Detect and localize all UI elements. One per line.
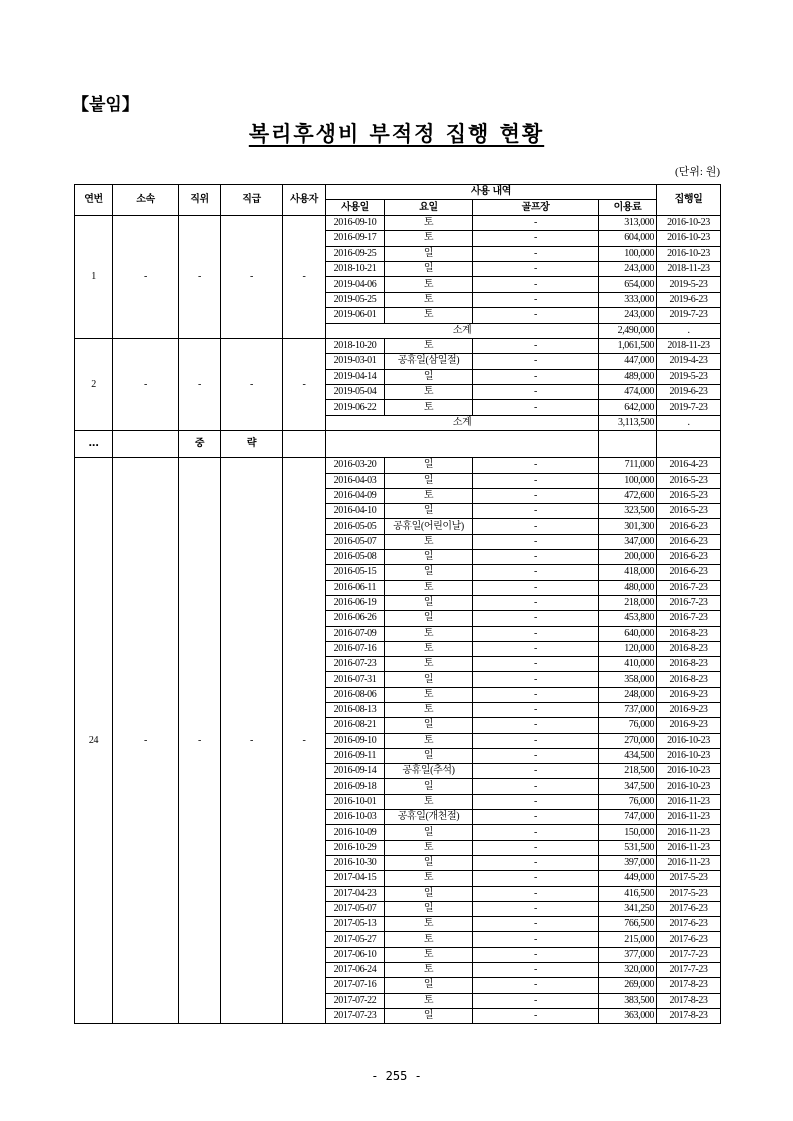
fee: 747,000 xyxy=(599,810,657,825)
exec-date: 2017-8-23 xyxy=(657,978,721,993)
group-user: - xyxy=(283,215,326,338)
group-grade: - xyxy=(221,215,283,338)
golf-course: - xyxy=(473,993,599,1008)
fee: 418,000 xyxy=(599,565,657,580)
fee: 269,000 xyxy=(599,978,657,993)
weekday: 일 xyxy=(385,978,473,993)
usage-date: 2017-07-16 xyxy=(326,978,385,993)
exec-date: 2016-10-23 xyxy=(657,246,721,261)
usage-date: 2016-09-25 xyxy=(326,246,385,261)
subtotal-amount: 2,490,000 xyxy=(599,323,657,338)
weekday: 토 xyxy=(385,641,473,656)
fee: 397,000 xyxy=(599,855,657,870)
exec-date: 2017-6-23 xyxy=(657,932,721,947)
fee: 766,500 xyxy=(599,917,657,932)
weekday: 토 xyxy=(385,840,473,855)
fee: 100,000 xyxy=(599,473,657,488)
golf-course: - xyxy=(473,504,599,519)
exec-date: 2016-11-23 xyxy=(657,825,721,840)
unit-note: (단위: 원) xyxy=(674,166,720,178)
usage-date: 2019-06-22 xyxy=(326,400,385,415)
usage-date: 2018-10-21 xyxy=(326,261,385,276)
exec-date: 2019-4-23 xyxy=(657,354,721,369)
exec-date: 2017-8-23 xyxy=(657,993,721,1008)
golf-course: - xyxy=(473,810,599,825)
header-no: 연번 xyxy=(75,185,113,216)
fee: 363,000 xyxy=(599,1008,657,1023)
attachment-label: 【붙임】 xyxy=(72,95,139,115)
title-text: 복리후생비 부적정 집행 현황 xyxy=(248,122,545,146)
fee: 100,000 xyxy=(599,246,657,261)
header-position: 직위 xyxy=(179,185,221,216)
subtotal-label: 소계 xyxy=(326,415,599,430)
weekday: 토 xyxy=(385,338,473,353)
weekday: 일 xyxy=(385,595,473,610)
weekday: 일 xyxy=(385,369,473,384)
weekday: 토 xyxy=(385,871,473,886)
weekday: 일 xyxy=(385,779,473,794)
exec-date: 2017-7-23 xyxy=(657,947,721,962)
usage-date: 2016-07-23 xyxy=(326,657,385,672)
usage-date: 2019-04-06 xyxy=(326,277,385,292)
golf-course: - xyxy=(473,672,599,687)
fee: 434,500 xyxy=(599,748,657,763)
golf-course: - xyxy=(473,886,599,901)
exec-date: 2016-6-23 xyxy=(657,534,721,549)
usage-date: 2017-05-13 xyxy=(326,917,385,932)
fee: 150,000 xyxy=(599,825,657,840)
weekday: 토 xyxy=(385,580,473,595)
fee: 248,000 xyxy=(599,687,657,702)
group-no: 2 xyxy=(75,338,113,430)
fee: 347,000 xyxy=(599,534,657,549)
weekday: 일 xyxy=(385,473,473,488)
golf-course: - xyxy=(473,550,599,565)
golf-course: - xyxy=(473,338,599,353)
golf-course: - xyxy=(473,595,599,610)
exec-date: 2017-7-23 xyxy=(657,963,721,978)
fee: 218,000 xyxy=(599,595,657,610)
fee: 215,000 xyxy=(599,932,657,947)
usage-date: 2016-09-10 xyxy=(326,215,385,230)
omitted-no: ... xyxy=(75,431,113,458)
header-grade: 직급 xyxy=(221,185,283,216)
fee: 323,500 xyxy=(599,504,657,519)
usage-date: 2017-06-10 xyxy=(326,947,385,962)
exec-date: 2016-5-23 xyxy=(657,473,721,488)
fee: 480,000 xyxy=(599,580,657,595)
exec-date: 2016-8-23 xyxy=(657,672,721,687)
page-title xyxy=(0,118,793,148)
golf-course: - xyxy=(473,308,599,323)
group-dept: - xyxy=(113,215,179,338)
golf-course: - xyxy=(473,354,599,369)
usage-date: 2019-03-01 xyxy=(326,354,385,369)
golf-course: - xyxy=(473,261,599,276)
exec-date: 2016-8-23 xyxy=(657,641,721,656)
golf-course: - xyxy=(473,687,599,702)
usage-date: 2016-09-14 xyxy=(326,764,385,779)
usage-date: 2016-04-10 xyxy=(326,504,385,519)
omitted-mark-1: 중 xyxy=(179,431,221,458)
weekday: 토 xyxy=(385,947,473,962)
exec-date: 2019-6-23 xyxy=(657,385,721,400)
golf-course: - xyxy=(473,978,599,993)
omitted-dept xyxy=(113,431,179,458)
weekday: 토 xyxy=(385,400,473,415)
usage-date: 2019-06-01 xyxy=(326,308,385,323)
golf-course: - xyxy=(473,626,599,641)
weekday: 토 xyxy=(385,687,473,702)
fee: 76,000 xyxy=(599,794,657,809)
exec-date: 2016-11-23 xyxy=(657,794,721,809)
weekday: 토 xyxy=(385,733,473,748)
golf-course: - xyxy=(473,764,599,779)
golf-course: - xyxy=(473,277,599,292)
weekday: 토 xyxy=(385,917,473,932)
golf-course: - xyxy=(473,657,599,672)
fee: 416,500 xyxy=(599,886,657,901)
usage-date: 2019-05-04 xyxy=(326,385,385,400)
exec-date: 2016-6-23 xyxy=(657,550,721,565)
usage-date: 2016-06-11 xyxy=(326,580,385,595)
golf-course: - xyxy=(473,641,599,656)
table-row xyxy=(75,215,721,230)
exec-date: 2016-5-23 xyxy=(657,488,721,503)
exec-date: 2016-7-23 xyxy=(657,611,721,626)
omitted-mark-2: 략 xyxy=(221,431,283,458)
table-row xyxy=(75,338,721,353)
table-row xyxy=(75,458,721,473)
golf-course: - xyxy=(473,215,599,230)
usage-date: 2017-05-27 xyxy=(326,932,385,947)
fee: 377,000 xyxy=(599,947,657,962)
exec-date: 2016-8-23 xyxy=(657,657,721,672)
weekday: 공휴일(개천절) xyxy=(385,810,473,825)
fee: 320,000 xyxy=(599,963,657,978)
group-no: 1 xyxy=(75,215,113,338)
weekday: 토 xyxy=(385,794,473,809)
weekday: 일 xyxy=(385,565,473,580)
weekday: 일 xyxy=(385,886,473,901)
usage-date: 2017-05-07 xyxy=(326,901,385,916)
weekday: 토 xyxy=(385,932,473,947)
fee: 640,000 xyxy=(599,626,657,641)
header-weekday: 요일 xyxy=(385,200,473,215)
weekday: 일 xyxy=(385,611,473,626)
weekday: 일 xyxy=(385,748,473,763)
fee: 243,000 xyxy=(599,261,657,276)
golf-course: - xyxy=(473,917,599,932)
group-dept: - xyxy=(113,458,179,1024)
group-dept: - xyxy=(113,338,179,430)
fee: 453,800 xyxy=(599,611,657,626)
weekday: 토 xyxy=(385,703,473,718)
fee: 410,000 xyxy=(599,657,657,672)
omitted-user xyxy=(283,431,326,458)
header-date: 사용일 xyxy=(326,200,385,215)
usage-date: 2016-10-29 xyxy=(326,840,385,855)
usage-date: 2016-08-06 xyxy=(326,687,385,702)
weekday: 일 xyxy=(385,261,473,276)
usage-date: 2016-09-10 xyxy=(326,733,385,748)
group-user: - xyxy=(283,458,326,1024)
omitted-exec xyxy=(657,431,721,458)
fee: 737,000 xyxy=(599,703,657,718)
header-exec-date: 집행일 xyxy=(657,185,721,216)
golf-course: - xyxy=(473,231,599,246)
usage-date: 2016-05-15 xyxy=(326,565,385,580)
group-position: - xyxy=(179,458,221,1024)
exec-date: 2019-6-23 xyxy=(657,292,721,307)
golf-course: - xyxy=(473,794,599,809)
group-no: 24 xyxy=(75,458,113,1024)
exec-date: 2019-5-23 xyxy=(657,369,721,384)
weekday: 토 xyxy=(385,626,473,641)
exec-date: 2016-5-23 xyxy=(657,504,721,519)
exec-date: 2016-11-23 xyxy=(657,810,721,825)
fee: 474,000 xyxy=(599,385,657,400)
golf-course: - xyxy=(473,400,599,415)
usage-date: 2016-05-05 xyxy=(326,519,385,534)
usage-date: 2016-06-19 xyxy=(326,595,385,610)
weekday: 토 xyxy=(385,488,473,503)
exec-date: 2016-10-23 xyxy=(657,231,721,246)
weekday: 토 xyxy=(385,277,473,292)
weekday: 공휴일(어린이날) xyxy=(385,519,473,534)
weekday: 토 xyxy=(385,657,473,672)
usage-date: 2017-07-23 xyxy=(326,1008,385,1023)
usage-date: 2016-10-09 xyxy=(326,825,385,840)
exec-date: 2018-11-23 xyxy=(657,261,721,276)
fee: 447,000 xyxy=(599,354,657,369)
page-number: - 255 - xyxy=(371,1069,422,1083)
golf-course: - xyxy=(473,703,599,718)
golf-course: - xyxy=(473,385,599,400)
subtotal-exec: . xyxy=(657,323,721,338)
fee: 604,000 xyxy=(599,231,657,246)
golf-course: - xyxy=(473,825,599,840)
exec-date: 2018-11-23 xyxy=(657,338,721,353)
weekday: 토 xyxy=(385,963,473,978)
usage-date: 2018-10-20 xyxy=(326,338,385,353)
usage-date: 2017-06-24 xyxy=(326,963,385,978)
weekday: 토 xyxy=(385,292,473,307)
header-dept: 소속 xyxy=(113,185,179,216)
header-user: 사용자 xyxy=(283,185,326,216)
weekday: 일 xyxy=(385,718,473,733)
usage-date: 2019-05-25 xyxy=(326,292,385,307)
subtotal-label: 소계 xyxy=(326,323,599,338)
group-grade: - xyxy=(221,338,283,430)
golf-course: - xyxy=(473,534,599,549)
exec-date: 2016-10-23 xyxy=(657,748,721,763)
weekday: 토 xyxy=(385,215,473,230)
golf-course: - xyxy=(473,565,599,580)
golf-course: - xyxy=(473,488,599,503)
usage-date: 2016-08-21 xyxy=(326,718,385,733)
golf-course: - xyxy=(473,871,599,886)
usage-date: 2016-09-18 xyxy=(326,779,385,794)
golf-course: - xyxy=(473,519,599,534)
fee: 489,000 xyxy=(599,369,657,384)
weekday: 일 xyxy=(385,855,473,870)
header-row xyxy=(75,185,721,200)
usage-date: 2016-10-30 xyxy=(326,855,385,870)
exec-date: 2017-5-23 xyxy=(657,871,721,886)
fee: 472,600 xyxy=(599,488,657,503)
golf-course: - xyxy=(473,901,599,916)
usage-date: 2016-05-08 xyxy=(326,550,385,565)
usage-date: 2019-04-14 xyxy=(326,369,385,384)
weekday: 공휴일(삼일절) xyxy=(385,354,473,369)
weekday: 일 xyxy=(385,1008,473,1023)
fee: 1,061,500 xyxy=(599,338,657,353)
golf-course: - xyxy=(473,1008,599,1023)
weekday: 토 xyxy=(385,385,473,400)
subtotal-amount: 3,113,500 xyxy=(599,415,657,430)
fee: 243,000 xyxy=(599,308,657,323)
usage-date: 2016-04-03 xyxy=(326,473,385,488)
fee: 76,000 xyxy=(599,718,657,733)
weekday: 일 xyxy=(385,550,473,565)
exec-date: 2016-4-23 xyxy=(657,458,721,473)
exec-date: 2019-7-23 xyxy=(657,308,721,323)
header-usage-group: 사용 내역 xyxy=(326,185,657,200)
weekday: 일 xyxy=(385,504,473,519)
golf-course: - xyxy=(473,246,599,261)
usage-date: 2017-04-23 xyxy=(326,886,385,901)
exec-date: 2017-8-23 xyxy=(657,1008,721,1023)
usage-date: 2016-10-03 xyxy=(326,810,385,825)
weekday: 공휴일(추석) xyxy=(385,764,473,779)
weekday: 일 xyxy=(385,901,473,916)
fee: 218,500 xyxy=(599,764,657,779)
usage-date: 2016-03-20 xyxy=(326,458,385,473)
golf-course: - xyxy=(473,779,599,794)
subtotal-exec: . xyxy=(657,415,721,430)
golf-course: - xyxy=(473,580,599,595)
golf-course: - xyxy=(473,840,599,855)
exec-date: 2017-5-23 xyxy=(657,886,721,901)
exec-date: 2016-8-23 xyxy=(657,626,721,641)
golf-course: - xyxy=(473,733,599,748)
group-position: - xyxy=(179,215,221,338)
weekday: 일 xyxy=(385,672,473,687)
usage-date: 2016-06-26 xyxy=(326,611,385,626)
golf-course: - xyxy=(473,963,599,978)
fee: 120,000 xyxy=(599,641,657,656)
fee: 642,000 xyxy=(599,400,657,415)
fee: 333,000 xyxy=(599,292,657,307)
exec-date: 2019-7-23 xyxy=(657,400,721,415)
golf-course: - xyxy=(473,718,599,733)
fee: 313,000 xyxy=(599,215,657,230)
golf-course: - xyxy=(473,611,599,626)
usage-date: 2016-07-16 xyxy=(326,641,385,656)
usage-date: 2016-07-31 xyxy=(326,672,385,687)
golf-course: - xyxy=(473,748,599,763)
exec-date: 2016-10-23 xyxy=(657,779,721,794)
exec-date: 2019-5-23 xyxy=(657,277,721,292)
fee: 449,000 xyxy=(599,871,657,886)
fee: 711,000 xyxy=(599,458,657,473)
usage-date: 2016-05-07 xyxy=(326,534,385,549)
fee: 301,300 xyxy=(599,519,657,534)
exec-date: 2016-11-23 xyxy=(657,840,721,855)
group-user: - xyxy=(283,338,326,430)
golf-course: - xyxy=(473,458,599,473)
header-golf: 골프장 xyxy=(473,200,599,215)
exec-date: 2016-9-23 xyxy=(657,703,721,718)
golf-course: - xyxy=(473,947,599,962)
exec-date: 2016-6-23 xyxy=(657,519,721,534)
weekday: 토 xyxy=(385,231,473,246)
weekday: 일 xyxy=(385,246,473,261)
weekday: 토 xyxy=(385,308,473,323)
misuse-table xyxy=(74,184,721,1024)
usage-date: 2017-04-15 xyxy=(326,871,385,886)
weekday: 일 xyxy=(385,458,473,473)
usage-date: 2016-09-11 xyxy=(326,748,385,763)
header-fee: 이용료 xyxy=(599,200,657,215)
exec-date: 2016-9-23 xyxy=(657,718,721,733)
usage-date: 2016-07-09 xyxy=(326,626,385,641)
omitted-row xyxy=(75,431,721,458)
exec-date: 2016-7-23 xyxy=(657,580,721,595)
weekday: 토 xyxy=(385,534,473,549)
usage-date: 2016-08-13 xyxy=(326,703,385,718)
omitted-usage xyxy=(326,431,599,458)
exec-date: 2016-10-23 xyxy=(657,215,721,230)
fee: 270,000 xyxy=(599,733,657,748)
weekday: 일 xyxy=(385,825,473,840)
usage-date: 2016-10-01 xyxy=(326,794,385,809)
fee: 654,000 xyxy=(599,277,657,292)
fee: 347,500 xyxy=(599,779,657,794)
fee: 358,000 xyxy=(599,672,657,687)
golf-course: - xyxy=(473,932,599,947)
group-grade: - xyxy=(221,458,283,1024)
exec-date: 2016-7-23 xyxy=(657,595,721,610)
group-position: - xyxy=(179,338,221,430)
usage-date: 2016-04-09 xyxy=(326,488,385,503)
fee: 531,500 xyxy=(599,840,657,855)
golf-course: - xyxy=(473,473,599,488)
exec-date: 2016-9-23 xyxy=(657,687,721,702)
exec-date: 2016-10-23 xyxy=(657,733,721,748)
fee: 383,500 xyxy=(599,993,657,1008)
exec-date: 2016-10-23 xyxy=(657,764,721,779)
fee: 341,250 xyxy=(599,901,657,916)
usage-date: 2017-07-22 xyxy=(326,993,385,1008)
golf-course: - xyxy=(473,369,599,384)
omitted-fee xyxy=(599,431,657,458)
usage-date: 2016-09-17 xyxy=(326,231,385,246)
golf-course: - xyxy=(473,292,599,307)
golf-course: - xyxy=(473,855,599,870)
weekday: 토 xyxy=(385,993,473,1008)
exec-date: 2016-6-23 xyxy=(657,565,721,580)
exec-date: 2017-6-23 xyxy=(657,901,721,916)
exec-date: 2017-6-23 xyxy=(657,917,721,932)
fee: 200,000 xyxy=(599,550,657,565)
exec-date: 2016-11-23 xyxy=(657,855,721,870)
